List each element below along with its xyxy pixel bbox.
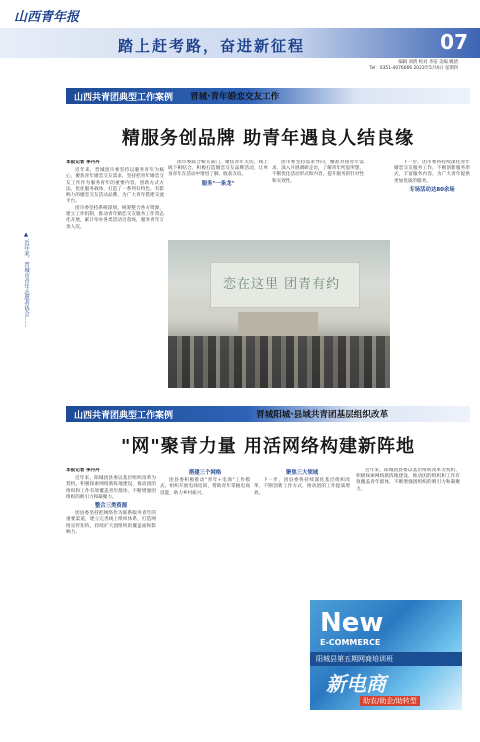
article1-p2: 团市委坚持系统谋划，统筹整合各方资源，建立工作机制，推动青年婚恋交友服务工作常态化开展，累计举办各类活动百余场，服务青年万余人次。	[66, 206, 164, 230]
article2-p4: 下一步，团县委将持续深化基层组织改革，不断创新工作方式，推动团的工作提质增效。	[254, 478, 350, 496]
ecommerce-big-text: New	[320, 608, 384, 638]
event-banner-text: 恋在这里 团青有约	[223, 277, 341, 292]
article2-p5: 近年来，阳城团县委以基层组织改革为契机，积极探索网络新阵地建设，推动团的组织和工作有效覆盖青年群体，不断增强团组织的吸引力和凝聚力。	[356, 468, 460, 492]
article2-col1	[66, 468, 156, 730]
masthead-slogan: 踏上赶考路，奋进新征程	[118, 37, 306, 55]
photo-caption-top: ▲ 近年来，晋城市青年志愿者协会……	[23, 232, 29, 328]
article1-p4: 团市委坚持需求导向，精准对接青年需求，深入开展调研走访，了解青年所思所想，不断优化活动形式和内容，提升服务的针对性和实效性。	[272, 160, 364, 184]
section-tag-1: 山西共青团典型工作案例	[74, 93, 174, 103]
subhead-1b: 专场活动达80余场	[409, 186, 455, 193]
article1-col3	[272, 160, 364, 238]
event-stage	[238, 312, 318, 338]
section-bar-1	[66, 88, 470, 104]
subhead-2b: 搭建三个网格	[188, 470, 222, 476]
article1-p5: 下一步，团市委将持续深化青年婚恋交友服务工作，不断创新服务形式，丰富服务内容，为广大青年提供更加优质的服务。	[394, 160, 470, 184]
masthead	[0, 0, 480, 71]
byline-2: 本报记者 李丹丹	[66, 468, 100, 473]
event-banner	[210, 262, 360, 308]
article2-p1: 近年来，阳城团县委以基层组织改革为契机，积极探索网络新阵地建设，推动团的组织和工作有效覆盖青年群体，不断增强团组织的吸引力和凝聚力。	[66, 476, 156, 500]
article1-p3: 团市委联合相关部门，聚焦青年关切，线上线下相结合，积极打造婚恋交友品牌活动，让单身青年在活动中增进了解、收获友谊。	[168, 160, 268, 178]
section-title-2: 晋城阳城·县域共青团基层组织改革	[256, 410, 389, 420]
editor-info	[370, 60, 458, 72]
section-tag-2: 山西共青团典型工作案例	[74, 411, 174, 421]
ecommerce-big-text-2: 新电商	[326, 672, 386, 696]
event-crowd	[168, 336, 390, 388]
article2-p2: 团县委坚持把网络作为联系服务青年的重要渠道，建立完善线上组织体系，打造网络宣传矩阵，持续扩大团组织的覆盖面和影响力。	[66, 511, 156, 535]
event-photo	[168, 240, 390, 388]
article2-col3	[254, 468, 350, 598]
article1-col2	[168, 160, 268, 238]
editor-line: 编辑 刘倩 校对 李洁 美编 姚倩	[398, 60, 458, 65]
section-title-1: 晋城·青年婚恋交友工作	[190, 92, 280, 102]
subhead-2a: 整合三类资源	[94, 503, 128, 510]
article2-col2	[160, 468, 250, 730]
article1-col1	[66, 160, 164, 390]
article2-p3: 团县委积极推动"青年+电商"工作模式，组织开展电商培训，帮助青年掌握电商技能，助力乡村振兴。	[160, 478, 250, 496]
ecommerce-tag: 助农/助企/助转型	[360, 696, 420, 706]
headline-1: 精服务创品牌 助青年遇良人结良缘	[121, 128, 415, 149]
ecommerce-small-text: E-COMMERCE	[320, 638, 381, 647]
byline-1: 本报记者 李丹丹	[66, 160, 100, 165]
subhead-1a: 服务"一条龙"	[201, 180, 235, 187]
article1-col4	[394, 160, 470, 390]
subhead-2c: 聚焦三大领域	[285, 470, 319, 476]
newspaper-logo: 山西青年报	[14, 10, 80, 25]
ecommerce-bar-text: 阳城县第五期网商培训班	[316, 655, 393, 663]
page-number: 07	[440, 30, 468, 54]
ecommerce-photo	[310, 600, 462, 710]
section-bar-2	[66, 406, 470, 422]
ecommerce-bar	[310, 652, 462, 666]
phone-line: Tel：0351-4076666 2023年5月4日 星期四	[369, 66, 458, 71]
article1-p1: 近年来，晋城团市委坚持以服务青年为核心，聚焦青年婚恋交友需求，坚持把青年婚恋交友工作作为服务青年的重要内容，创新方式方法，优化服务载体，打造了一系列有特色、有影响力的婚恋交友活动品牌，为广大青年搭建交流平台。	[66, 168, 164, 205]
headline-2: "网"聚青力量 用活网络构建新阵地	[120, 436, 416, 457]
article2-col4	[356, 468, 460, 598]
